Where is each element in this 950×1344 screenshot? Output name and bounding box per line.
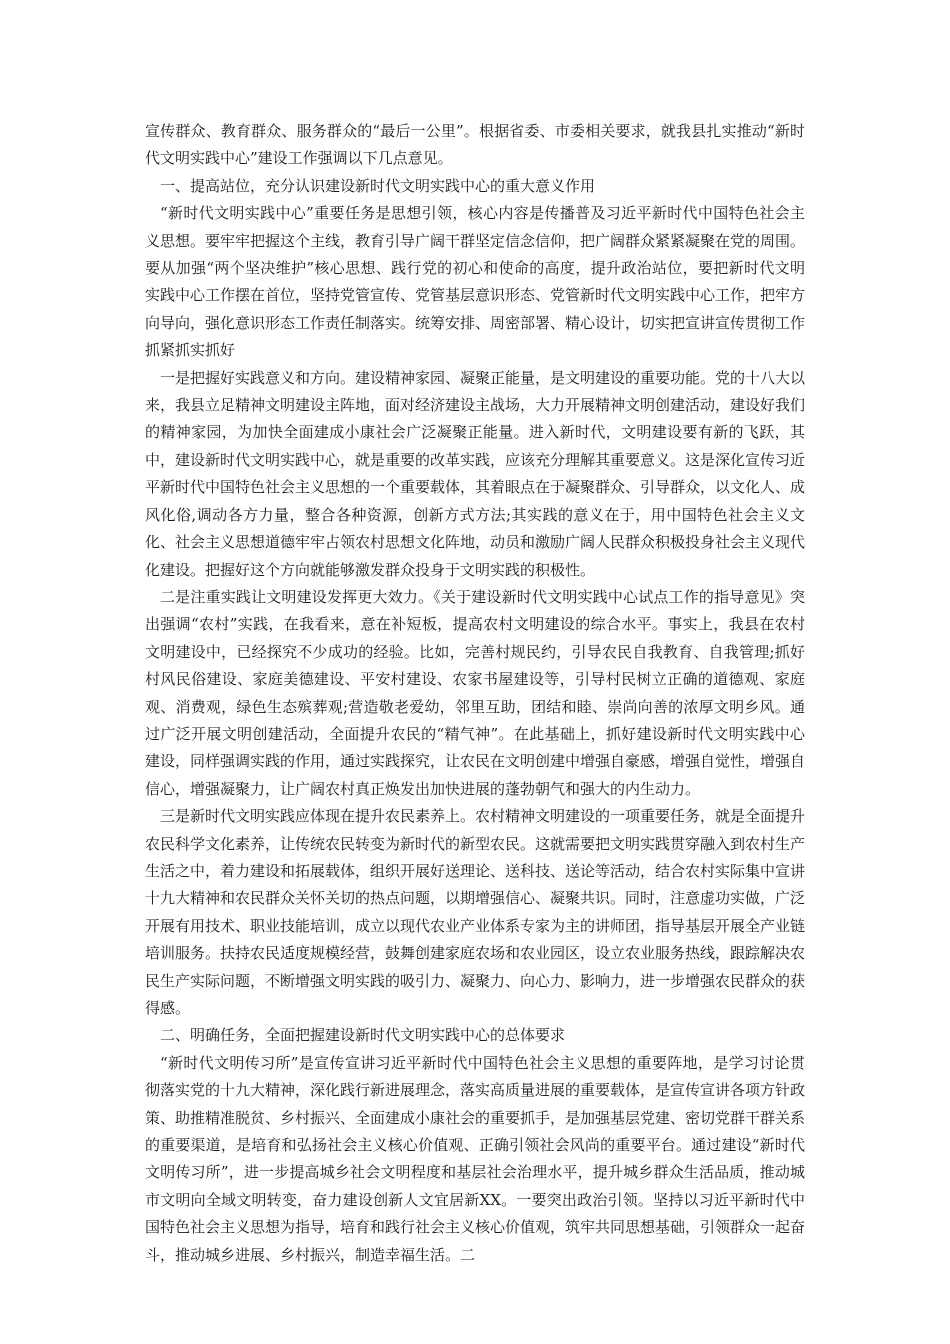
section-heading-1: 一、提高站位，充分认识建设新时代文明实践中心的重大意义作用 [160,176,596,195]
paragraph-section-2-body: “新时代文明传习所”是宣传宣讲习近平新时代中国特色社会主义思想的重要阵地，是学习讨论贯彻落实党的十九大精神，深化践行新进展理念，落实高质量进展的重要载体，是宣传宣讲各项方针政策、助推精准脱贫、乡村振兴、全面建成小康社会的重要抓手，是加强基层党建、密切党群干群关系的重要渠道，是培育和弘扬社会主义核心价值观、正确引领社会风尚的重要平台。通过建设“新时代文明传习所”，进一步提高城乡社会文明程度和基层社会治理水平，提升城乡群众生活品质，推动城市文明向全域文明转变，奋力建设创新人文宜居新XX。一要突出政治引领。坚持以习近平新时代中国特色社会主义思想为指导，培育和践行社会主义核心价值观，筑牢共同思想基础，引领群众一起奋斗，推动城乡进展、乡村振兴，制造幸福生活。二 [145,1053,806,1264]
paragraph-point-3: 三是新时代文明实践应体现在提升农民素养上。农村精神文明建设的一项重要任务，就是全面提升农民科学文化素养，让传统农民转变为新时代的新型农民。这就需要把文明实践贯穿融入到农村生产生活之中，着力建设和拓展载体，组织开展好送理论、送科技、送论等活动，结合农村实际集中宣讲十九大精神和农民群众关怀关切的热点问题，以期增强信心、凝聚共识。同时，注意虚功实做，广泛开展有用技术、职业技能培训，成立以现代农业产业体系专家为主的讲师团，指导基层开展全产业链培训服务。扶持农民适度规模经营，鼓舞创建家庭农场和农业园区，设立农业服务热线，跟踪解决农民生产实际问题，不断增强文明实践的吸引力、凝聚力、向心力、影响力，进一步增强农民群众的获得感。 [145,807,806,1017]
paragraph-point-1: 一是把握好实践意义和方向。建设精神家园、凝聚正能量，是文明建设的重要功能。党的十八大以来，我县立足精神文明建设主阵地，面对经济建设主战场，大力开展精神文明创建活动，建设好我们的精神家园，为加快全面建成小康社会广泛凝聚正能量。进入新时代，文明建设要有新的飞跃，其中，建设新时代文明实践中心，就是重要的改革实践，应该充分理解其重要意义。这是深化宣传习近平新时代中国特色社会主义思想的一个重要载体，其着眼点在于凝聚群众、引导群众，以文化人、成风化俗,调动各方力量，整合各种资源，创新方式方法;其实践的意义在于，用中国特色社会主义文化、社会主义思想道德牢牢占领农村思想文化阵地，动员和激励广阔人民群众积极投身社会主义现代化建设。把握好这个方向就能够激发群众投身于文明实践的积极性。 [145,368,806,579]
paragraph-intro-continuation: 宣传群众、教育群众、服务群众的“最后一公里”。根据省委、市委相关要求，就我县扎实推动“新时代文明实践中心”建设工作强调以下几点意见。 [145,122,805,168]
paragraph-point-2: 二是注重实践让文明建设发挥更大效力。《关于建设新时代文明实践中心试点工作的指导意见》突出强调“农村”实践，在我看来，意在补短板，提高农村文明建设的综合水平。事实上，我县在农村文明建设中，已经探究不少成功的经验。比如，完善村规民约，引导农民自我教育、自我管理;抓好村风民俗建设、家庭美德建设、平安村建设、农家书屋建设等，引导村民树立正确的道德观、家庭观、消费观，绿色生态殡葬观;营造敬老爱幼，邻里互助，团结和睦、崇尚向善的浓厚文明乡风。通过广泛开展文明创建活动，全面提升农民的“精气神”。在此基础上，抓好建设新时代文明实践中心建设，同样强调实践的作用，通过实践探究，让农民在文明创建中增强自豪感，增强自觉性，增强自信心，增强凝聚力，让广阔农村真正焕发出加快进展的蓬勃朝气和强大的内生动力。 [145,587,806,798]
section-heading-2: 二、明确任务，全面把握建设新时代文明实践中心的总体要求 [160,1026,566,1045]
document-body [145,118,805,1269]
paragraph-section-1-body: “新时代文明实践中心”重要任务是思想引领，核心内容是传播普及习近平新时代中国特色社会主义思想。要牢牢把握这个主线，教育引导广阔干群坚定信念信仰，把广阔群众紧紧凝聚在党的周围。要从加强“两个坚决维护”核心思想、践行党的初心和使命的高度，提升政治站位，要把新时代文明实践中心工作摆在首位，坚持党管宣传、党管基层意识形态、党管新时代文明实践中心工作，把牢方向导向，强化意识形态工作责任制落实。统筹安排、周密部署、精心设计，切实把宣讲宣传贯彻工作抓紧抓实抓好 [145,204,806,360]
